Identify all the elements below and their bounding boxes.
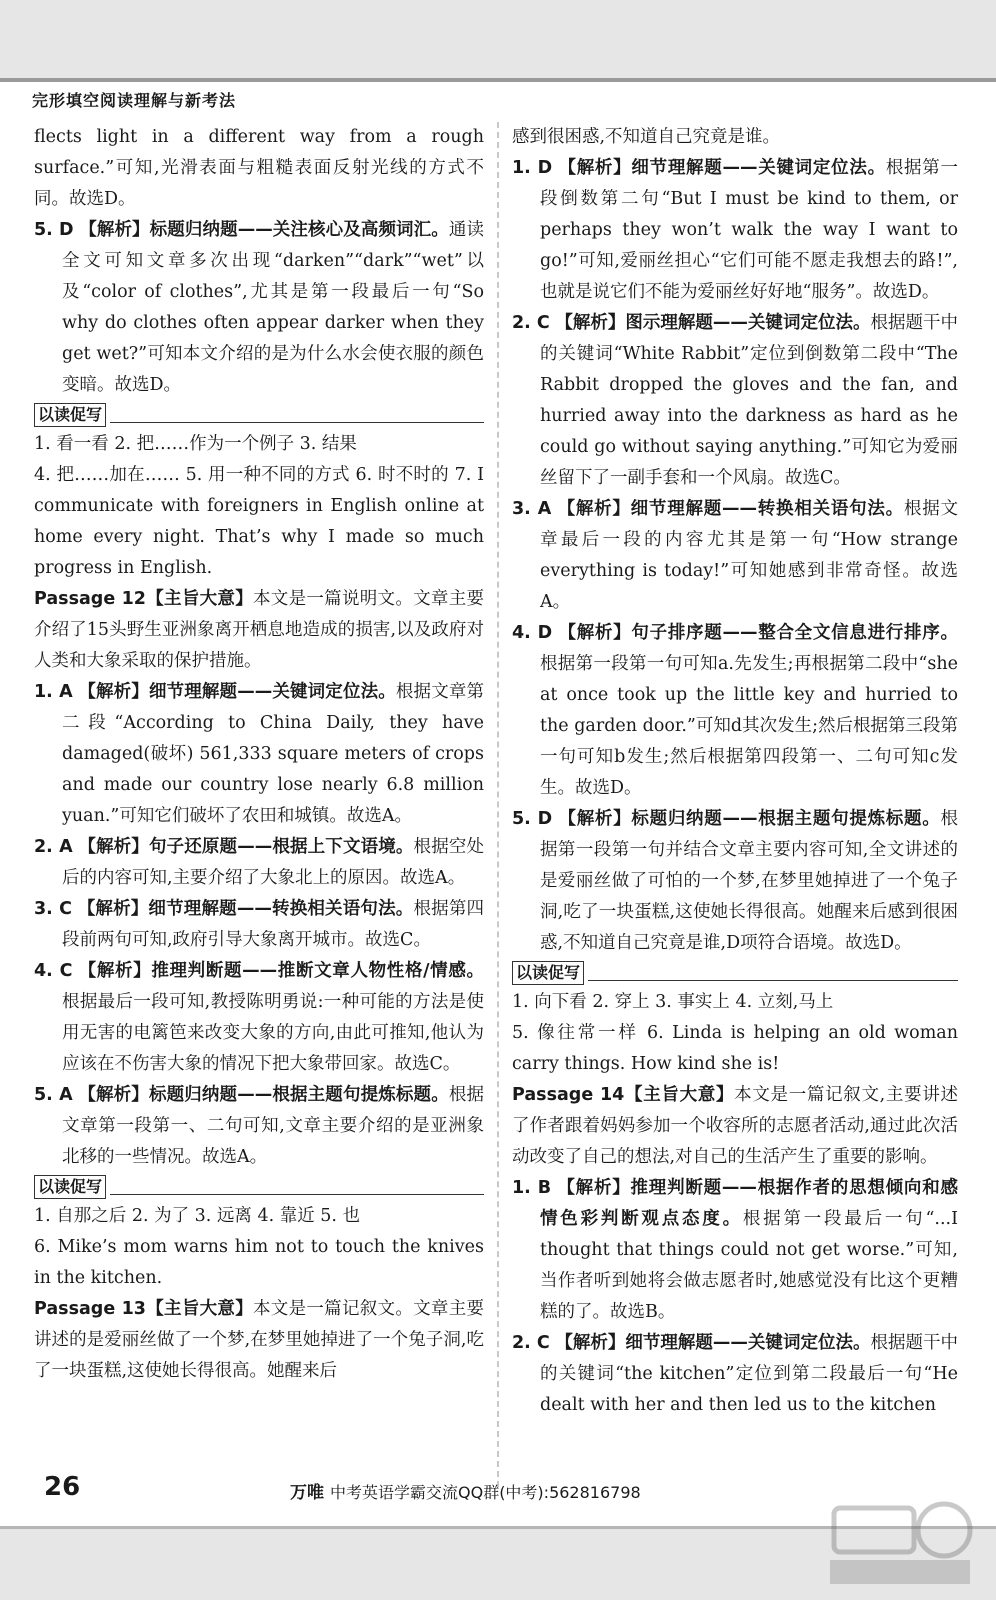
answer-tag: 【解析】细节理解题——转换相关语句法。 bbox=[557, 499, 904, 519]
passage-label: Passage 13【主旨大意】 bbox=[34, 1299, 253, 1319]
answer-number: 1. B bbox=[512, 1178, 552, 1198]
vocab-line: 1. 看一看 2. 把……作为一个例子 3. 结果 bbox=[34, 434, 357, 454]
vocab-line: 5. 像往常一样 6. Linda is helping an old woman carry things. How kind she is! bbox=[512, 1023, 958, 1074]
answer-number: 2. A bbox=[34, 837, 73, 857]
column-divider bbox=[497, 122, 499, 1487]
footer-brand bbox=[290, 1478, 641, 1503]
section-heading bbox=[512, 961, 958, 985]
vocab-line: 4. 把……加在…… 5. 用一种不同的方式 6. 时不时的 7. I communicate with foreigners in English online at home every night. That’s why I made so much progress in English. bbox=[34, 465, 484, 578]
answer-item bbox=[34, 677, 484, 832]
answer-number: 4. C bbox=[34, 961, 73, 981]
paragraph: 感到很困惑,不知道自己究竟是谁。 bbox=[512, 127, 781, 147]
answer-tag: 【解析】句子排序题——整合全文信息进行排序。 bbox=[558, 623, 958, 643]
answer-item bbox=[512, 1173, 958, 1328]
answer-tag: 【解析】标题归纳题——关注核心及高频词汇。 bbox=[79, 220, 449, 240]
answer-text: 根据文章第一段第一、二句可知,文章主要介绍的是亚洲象北移的一些情况。故选A。 bbox=[62, 1085, 485, 1167]
answer-item bbox=[34, 956, 484, 1080]
header-title: 完形填空阅读理解与新考法 bbox=[32, 91, 237, 110]
answer-tag: 【解析】细节理解题——关键词定位法。 bbox=[78, 682, 396, 702]
answer-number: 5. A bbox=[34, 1085, 73, 1105]
page-number: 26 bbox=[44, 1472, 81, 1502]
answer-tag: 【解析】标题归纳题——根据主题句提炼标题。 bbox=[558, 809, 941, 829]
answer-text: 根据题干中的关键词“White Rabbit”定位到倒数第二段中“The Rabbit dropped the gloves and the fan, and hurried away into the darkness as hard as he could go without saying anything.”可知它为爱丽丝留下了一副手套和一个风扇。故选C。 bbox=[540, 313, 959, 488]
answer-number: 2. C bbox=[512, 313, 550, 333]
passage-summary bbox=[34, 1294, 484, 1387]
answer-text: 根据最后一段可知,教授陈明勇说:一种可能的方法是使用无害的电篱笆来改变大象的方向,由此可推知,他认为应该在不伤害大象的情况下把大象带回家。故选C。 bbox=[62, 992, 484, 1074]
top-band bbox=[0, 0, 996, 82]
answer-tag: 【解析】图示理解题——关键词定位法。 bbox=[555, 313, 871, 333]
passage-label: Passage 12【主旨大意】 bbox=[34, 589, 253, 609]
section-label: 以读促写 bbox=[34, 1175, 106, 1199]
answer-item bbox=[512, 308, 958, 494]
answer-number: 3. A bbox=[512, 499, 552, 519]
answer-item bbox=[34, 215, 484, 401]
answer-item bbox=[512, 494, 958, 618]
passage-text: 本文是一篇记叙文。文章主要讲述的是爱丽丝做了一个梦,在梦里她掉进了一个兔子洞,吃了一块蛋糕,这使她长得很高。她醒来后 bbox=[34, 1299, 485, 1381]
answer-item bbox=[512, 1328, 958, 1421]
answer-item bbox=[512, 618, 958, 804]
passage-summary bbox=[34, 584, 484, 677]
answer-text: 根据文章最后一段的内容尤其是第一句“How strange everything is today!”可知她感到非常奇怪。故选A。 bbox=[540, 499, 958, 612]
answer-item bbox=[512, 153, 958, 308]
answer-text: 根据第一段倒数第二句“But I must be kind to them, or perhaps they won’t walk the way I want to go!”可知,爱丽丝担心“它们可能不愿走我想去的路!”,也就是说它们不能为爱丽丝好好地“服务”。故选D。 bbox=[540, 158, 958, 302]
paragraph: flects light in a different way from a rough surface.”可知,光滑表面与粗糙表面反射光线的方式不同。故选D。 bbox=[34, 127, 484, 209]
answer-text: 根据文章第二段“According to China Daily, they have damaged(破坏) 561,333 square meters of crops and made our country lose nearly 6.8 million yuan.”可知它们破坏了农田和城镇。故选A。 bbox=[62, 682, 485, 826]
answer-text: 根据题干中的关键词“the kitchen”定位到第二段最后一句“He dealt with her and then led us to the kitchen bbox=[540, 1333, 959, 1415]
left-column bbox=[34, 122, 484, 1387]
answer-text: 根据第一段第一句并结合文章主要内容可知,全文讲述的是爱丽丝做了可怕的一个梦,在梦里她掉进了一个兔子洞,吃了一块蛋糕,这使她长得很高。她醒来后感到很困惑,不知道自己究竟是谁,D项符合语境。故选D。 bbox=[540, 809, 958, 953]
answer-text: 根据第一段第一句可知a.先发生;再根据第二段中“she at once took up the little key and hurried to the garden door.”可知d其次发生;然后根据第三段第一句可知b发生;然后根据第四段第一、二句可知c发生。故选D。 bbox=[540, 654, 958, 798]
section-heading bbox=[34, 403, 484, 427]
answer-tag: 【解析】标题归纳题——根据主题句提炼标题。 bbox=[78, 1085, 449, 1105]
answer-item bbox=[34, 832, 484, 894]
vocab-line: 1. 向下看 2. 穿上 3. 事实上 4. 立刻,马上 bbox=[512, 992, 834, 1012]
answer-tag: 【解析】推理判断题——根据作者的思想倾向和感情色彩判断观点态度。 bbox=[540, 1178, 958, 1229]
answer-number: 1. D bbox=[512, 158, 553, 178]
answer-tag: 【解析】细节理解题——转换相关语句法。 bbox=[77, 899, 414, 919]
passage-summary bbox=[512, 1080, 958, 1173]
answer-text: 根据空处后的内容可知,主要介绍了大象北上的原因。故选A。 bbox=[62, 837, 484, 888]
answer-number: 2. C bbox=[512, 1333, 550, 1353]
answer-text: 根据第一段最后一句“...I thought that things could not get worse.”可知,当作者听到她将会做志愿者时,她感觉没有比这个更糟糕的了。故选B。 bbox=[540, 1209, 958, 1322]
vocab-line: 6. Mike’s mom warns him not to touch the knives in the kitchen. bbox=[34, 1237, 484, 1288]
brand-logo: 万唯 bbox=[290, 1483, 324, 1503]
answer-tag: 【解析】细节理解题——关键词定位法。 bbox=[555, 1333, 871, 1353]
answer-text: 通读全文可知文章多次出现“darken”“dark”“wet”以及“color of clothes”,尤其是第一段最后一句“So why do clothes often appear darker when they get wet?”可知本文介绍的是为什么水会使衣服的颜色变暗。故选D。 bbox=[62, 220, 484, 395]
answer-number: 5. D bbox=[512, 809, 553, 829]
answer-item bbox=[34, 1080, 484, 1173]
passage-text: 本文是一篇记叙文,主要讲述了作者跟着妈妈参加一个收容所的志愿者活动,通过此次活动改变了自己的想法,对自己的生活产生了重要的影响。 bbox=[512, 1085, 959, 1167]
answer-tag: 【解析】句子还原题——根据上下文语境。 bbox=[78, 837, 414, 857]
answer-tag: 【解析】细节理解题——关键词定位法。 bbox=[558, 158, 886, 178]
section-label: 以读促写 bbox=[34, 403, 106, 427]
watermark-logo bbox=[824, 1490, 974, 1590]
answer-number: 3. C bbox=[34, 899, 72, 919]
answer-text: 根据第四段前两句可知,政府引导大象离开城市。故选C。 bbox=[62, 899, 485, 950]
answer-number: 5. D bbox=[34, 220, 74, 240]
answer-number: 4. D bbox=[512, 623, 553, 643]
passage-label: Passage 14【主旨大意】 bbox=[512, 1085, 735, 1105]
answer-number: 1. A bbox=[34, 682, 73, 702]
answer-item bbox=[512, 804, 958, 959]
answer-tag: 【解析】推理判断题——推断文章人物性格/情感。 bbox=[78, 961, 485, 981]
passage-text: 本文是一篇说明文。文章主要介绍了15头野生亚洲象离开栖息地造成的损害,以及政府对人类和大象采取的保护措施。 bbox=[34, 589, 485, 671]
right-column bbox=[512, 122, 958, 1421]
section-label: 以读促写 bbox=[512, 961, 584, 985]
section-heading bbox=[34, 1175, 484, 1199]
footer-group: 中考英语学霸交流QQ群(中考):562816798 bbox=[330, 1483, 641, 1502]
vocab-line: 1. 自那之后 2. 为了 3. 远离 4. 靠近 5. 也 bbox=[34, 1206, 361, 1226]
answer-item bbox=[34, 894, 484, 956]
